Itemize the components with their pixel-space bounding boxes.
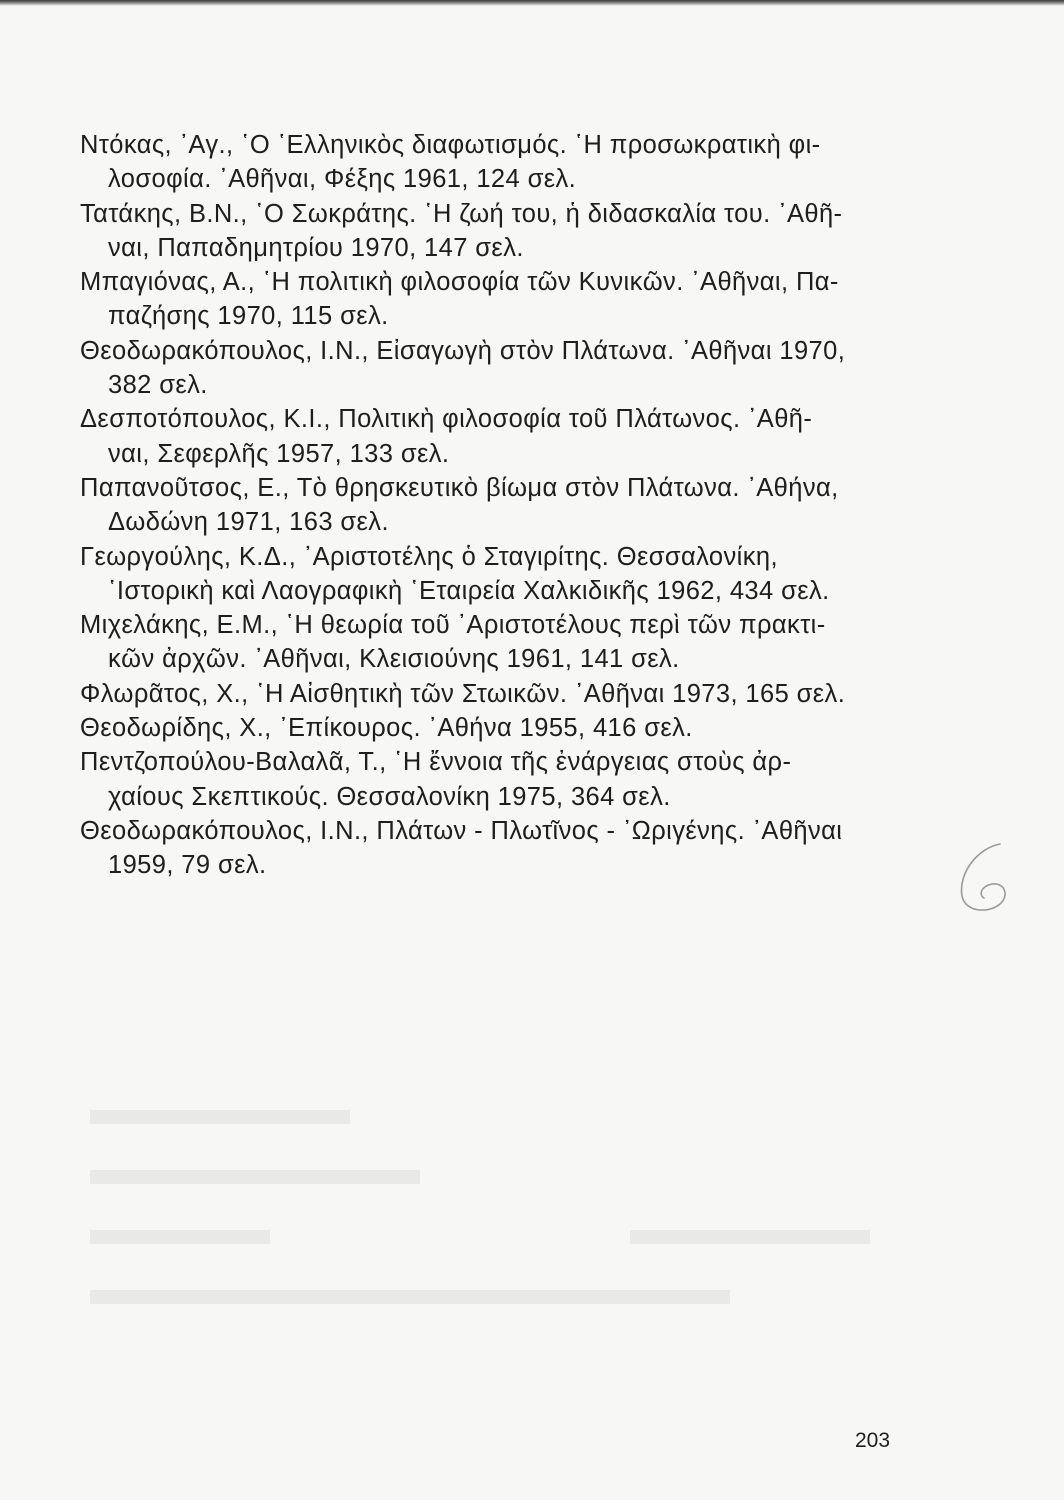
entry-line: ναι, Σεφερλῆς 1957, 133 σελ. — [108, 439, 450, 468]
pencil-mark-icon — [948, 838, 1018, 918]
bibliography-entry — [80, 128, 920, 197]
entry-line: Φλωρᾶτος, Χ., ῾Η Αἰσθητικὴ τῶν Στωικῶν. ᾿Αθῆναι 1973, 165 σελ. — [80, 679, 846, 708]
entry-line: παζήσης 1970, 115 σελ. — [108, 302, 389, 331]
entry-line: Μιχελάκης, Ε.Μ., ῾Η θεωρία τοῦ ᾿Αριστοτέλους περὶ τῶν πρακτι- — [80, 611, 826, 640]
entry-line: Θεοδωρίδης, Χ., ᾿Επίκουρος. ᾿Αθήνα 1955, 416 σελ. — [80, 714, 693, 743]
bibliography-entry — [80, 711, 920, 745]
entry-line: λοσοφία. ᾿Αθῆναι, Φέξης 1961, 124 σελ. — [108, 165, 577, 194]
entry-line: Δεσποτόπουλος, Κ.Ι., Πολιτικὴ φιλοσοφία τοῦ Πλάτωνος. ᾿Αθῆ- — [80, 405, 813, 434]
entry-line: Ντόκας, ᾿Αγ., ῾Ο ῾Ελληνικὸς διαφωτισμός. ῾Η προσωκρατικὴ φι- — [80, 131, 821, 159]
page-top-edge — [0, 0, 1064, 6]
bibliography-entry — [80, 471, 920, 540]
page-number: 203 — [855, 1429, 891, 1452]
entry-line: 1959, 79 σελ. — [108, 851, 267, 880]
entry-line: Θεοδωρακόπουλος, Ι.Ν., Εἰσαγωγὴ στὸν Πλάτωνα. ᾿Αθῆναι 1970, — [80, 336, 846, 365]
entry-line: Δωδώνη 1971, 163 σελ. — [108, 508, 389, 537]
entry-line: Τατάκης, Β.Ν., ῾Ο Σωκράτης. ῾Η ζωή του, ἡ διδασκαλία του. ᾿Αθῆ- — [80, 199, 843, 228]
entry-line: 382 σελ. — [108, 371, 208, 400]
bibliography-entry — [80, 334, 920, 403]
bibliography-entry — [80, 608, 920, 677]
entry-line: Θεοδωρακόπουλος, Ι.Ν., Πλάτων - Πλωτῖνος - ᾿Ωριγένης. ᾿Αθῆναι — [80, 816, 843, 845]
bleed-through-shadow — [70, 1080, 930, 1330]
bibliography-entry — [80, 402, 920, 471]
entry-line: χαίους Σκεπτικούς. Θεσσαλονίκη 1975, 364 σελ. — [108, 782, 671, 811]
bibliography-entry — [80, 197, 920, 266]
bibliography-entry — [80, 745, 920, 814]
entry-line: Παπανοῦτσος, Ε., Τὸ θρησκευτικὸ βίωμα στὸν Πλάτωνα. ᾿Αθήνα, — [80, 473, 839, 502]
bibliography-entry — [80, 540, 920, 609]
entry-line: Γεωργούλης, Κ.Δ., ᾿Αριστοτέλης ὁ Σταγιρίτης. Θεσσαλονίκη, — [80, 542, 778, 571]
entry-line: ῾Ιστορικὴ καὶ Λαογραφικὴ ῾Εταιρεία Χαλκιδικῆς 1962, 434 σελ. — [108, 576, 830, 605]
bibliography-list — [80, 128, 920, 883]
entry-line: Μπαγιόνας, Α., ῾Η πολιτικὴ φιλοσοφία τῶν Κυνικῶν. ᾿Αθῆναι, Πα- — [80, 268, 839, 297]
entry-line: ναι, Παπαδημητρίου 1970, 147 σελ. — [108, 233, 524, 262]
bibliography-entry — [80, 265, 920, 334]
bibliography-entry — [80, 677, 920, 711]
entry-line: Πεντζοπούλου-Βαλαλᾶ, Τ., ῾Η ἔννοια τῆς ἐνάργειας στοὺς ἀρ- — [80, 748, 792, 777]
entry-line: κῶν ἀρχῶν. ᾿Αθῆναι, Κλεισιούνης 1961, 141 σελ. — [108, 645, 680, 674]
bibliography-entry — [80, 814, 920, 883]
